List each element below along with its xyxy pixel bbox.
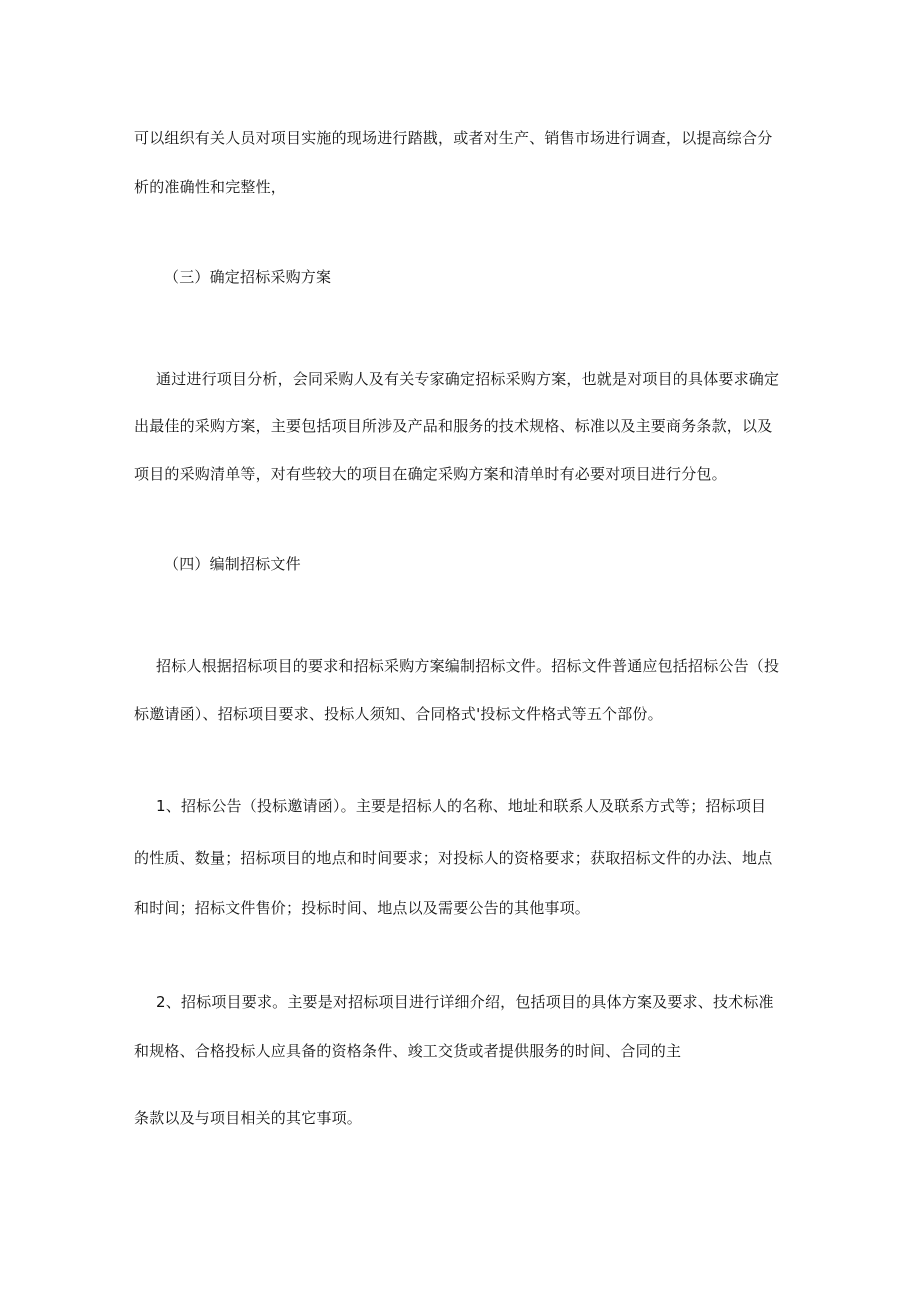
paragraph-line: 出最佳的采购方案，主要包括项目所涉及产品和服务的技术规格、标准以及主要商务条款，以及 [134, 417, 773, 435]
paragraph-line: 析的准确性和完整性， [134, 178, 287, 196]
paragraph-line: 可以组织有关人员对项目实施的现场进行踏戡，或者对生产、销售市场进行调查，以提高综合分 [134, 129, 773, 147]
paragraph-line: 招标人根据招标项目的要求和招标采购方案编制招标文件。招标文件普通应包括招标公告（投 [156, 657, 780, 675]
paragraph-line: 1、招标公告（投标邀请函）。主要是招标人的名称、地址和联系人及联系方式等；招标项目 [156, 797, 767, 815]
paragraph-line: 和时间；招标文件售价；投标时间、地点以及需要公告的其他事项。 [134, 899, 591, 917]
section-heading: （三）确定招标采购方案 [164, 268, 332, 286]
section-heading: （四）编制招标文件 [164, 555, 301, 573]
paragraph-line: 通过进行项目分析，会同采购人及有关专家确定招标采购方案，也就是对项目的具体要求确定 [156, 370, 780, 388]
paragraph-line: 2、招标项目要求。主要是对招标项目进行详细介绍，包括项目的具体方案及要求、技术标准 [156, 993, 774, 1011]
paragraph-line: 的性质、数量；招标项目的地点和时间要求；对投标人的资格要求；获取招标文件的办法、地点 [134, 849, 773, 867]
paragraph-line: 标邀请函）、招标项目要求、投标人须知、合同格式'投标文件格式等五个部份。 [134, 705, 663, 723]
paragraph-line: 项目的采购清单等，对有些较大的项目在确定采购方案和清单时有必要对项目进行分包。 [134, 465, 727, 483]
paragraph-line: 条款以及与项目相关的其它事项。 [134, 1109, 363, 1127]
paragraph-line: 和规格、合格投标人应具备的资格条件、竣工交货或者提供服务的时间、合同的主 [134, 1042, 682, 1060]
